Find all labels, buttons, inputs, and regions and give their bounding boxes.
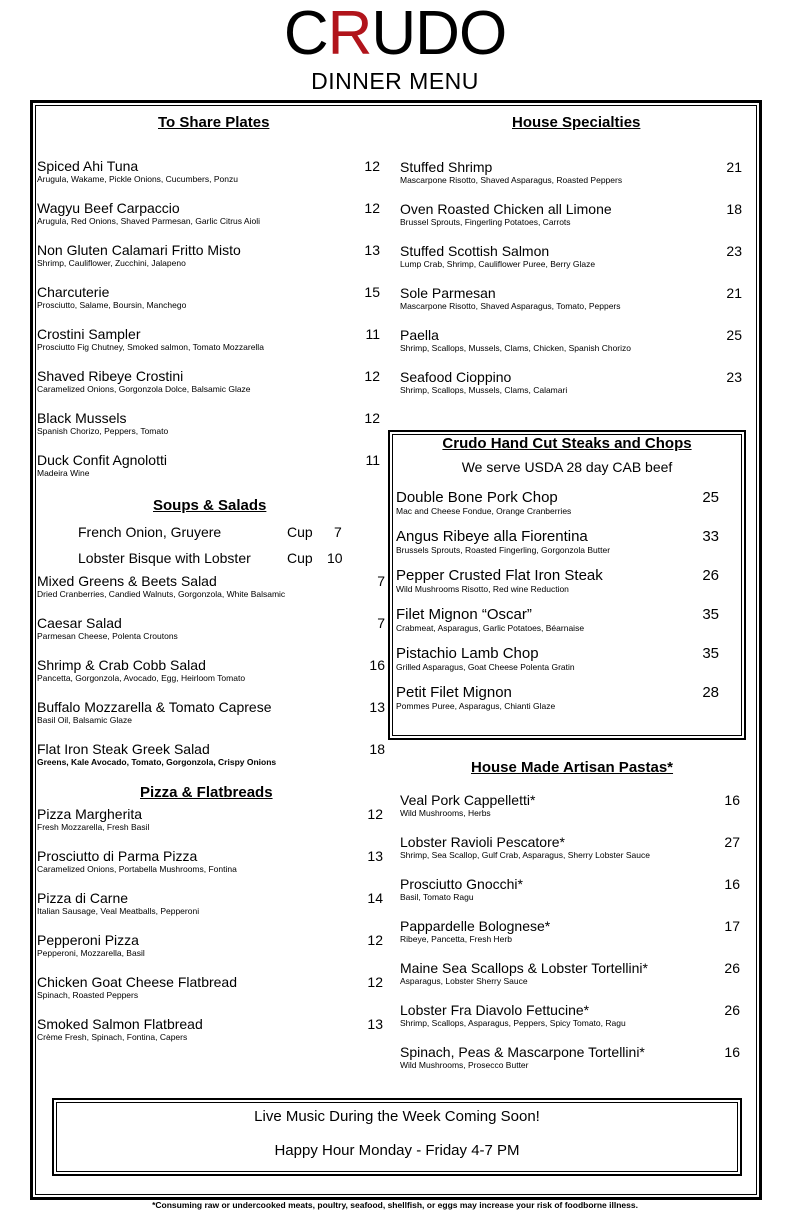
specialty-item bbox=[400, 285, 740, 312]
salad-name: Caesar Salad bbox=[37, 615, 122, 631]
share-plate-description: Prosciutto Fig Chutney, Smoked salmon, Tomato Mozzarella bbox=[37, 342, 264, 352]
pizza-price: 12 bbox=[367, 932, 383, 948]
pasta-price: 26 bbox=[724, 960, 740, 976]
specialty-description: Brussel Sprouts, Fingerling Potatoes, Carrots bbox=[400, 217, 571, 227]
pizza-name: Prosciutto di Parma Pizza bbox=[37, 848, 198, 864]
section-title-pizza-flatbreads: Pizza & Flatbreads bbox=[140, 784, 273, 801]
share-plate-price: 12 bbox=[364, 200, 380, 216]
pasta-description: Wild Mushrooms, Herbs bbox=[400, 808, 491, 818]
share-plate-description: Shrimp, Cauliflower, Zucchini, Jalapeno bbox=[37, 258, 186, 268]
salad-name: Flat Iron Steak Greek Salad bbox=[37, 741, 210, 757]
pizza-item bbox=[37, 932, 383, 959]
specialty-description: Mascarpone Risotto, Shaved Asparagus, Roasted Peppers bbox=[400, 175, 623, 185]
specialty-item bbox=[400, 327, 740, 354]
section-title-soups-salads: Soups & Salads bbox=[153, 497, 267, 514]
salad-item bbox=[37, 741, 385, 768]
pizza-name: Pizza Margherita bbox=[37, 806, 143, 822]
pasta-price: 27 bbox=[724, 834, 740, 850]
share-plate-item bbox=[37, 242, 380, 269]
share-plate-description: Caramelized Onions, Gorgonzola Dolce, Balsamic Glaze bbox=[37, 384, 251, 394]
pizza-name: Chicken Goat Cheese Flatbread bbox=[37, 974, 237, 990]
share-plate-description: Prosciutto, Salame, Boursin, Manchego bbox=[37, 300, 187, 310]
share-plate-item bbox=[37, 200, 380, 227]
pizza-item bbox=[37, 806, 383, 833]
specialty-price: 21 bbox=[726, 159, 742, 175]
salad-price: 7 bbox=[377, 573, 385, 589]
soup-price: 10 bbox=[327, 550, 343, 566]
pasta-name: Maine Sea Scallops & Lobster Tortellini* bbox=[400, 960, 648, 976]
pizza-name: Smoked Salmon Flatbread bbox=[37, 1016, 203, 1032]
specialty-item bbox=[400, 159, 740, 186]
salad-item bbox=[37, 573, 385, 600]
steak-price: 35 bbox=[702, 645, 719, 662]
specialty-price: 18 bbox=[726, 201, 742, 217]
steak-name: Pepper Crusted Flat Iron Steak bbox=[396, 567, 603, 584]
salad-name: Buffalo Mozzarella & Tomato Caprese bbox=[37, 699, 272, 715]
pizza-description: Caramelized Onions, Portabella Mushrooms, Fontina bbox=[37, 864, 237, 874]
steak-item bbox=[396, 646, 736, 673]
steak-description: Brussels Sprouts, Roasted Fingerling, Gorgonzola Butter bbox=[396, 545, 611, 555]
share-plate-name: Shaved Ribeye Crostini bbox=[37, 368, 184, 384]
pizza-description: Pepperoni, Mozzarella, Basil bbox=[37, 948, 145, 958]
pasta-description: Wild Mushrooms, Prosecco Butter bbox=[400, 1060, 529, 1070]
steak-name: Double Bone Pork Chop bbox=[396, 489, 558, 506]
pasta-item bbox=[400, 876, 740, 903]
soup-size: Cup bbox=[287, 524, 313, 540]
pasta-price: 16 bbox=[724, 876, 740, 892]
pasta-price: 16 bbox=[724, 792, 740, 808]
salad-description: Greens, Kale Avocado, Tomato, Gorgonzola, Crispy Onions bbox=[37, 757, 277, 767]
salad-price: 7 bbox=[377, 615, 385, 631]
steak-item bbox=[396, 568, 736, 595]
share-plate-description: Spanish Chorizo, Peppers, Tomato bbox=[37, 426, 169, 436]
specialty-price: 23 bbox=[726, 243, 742, 259]
steak-description: Grilled Asparagus, Goat Cheese Polenta Gratin bbox=[396, 662, 575, 672]
announcement-happy-hour: Happy Hour Monday - Friday 4-7 PM bbox=[274, 1142, 520, 1159]
salad-name: Shrimp & Crab Cobb Salad bbox=[37, 657, 206, 673]
salad-description: Basil Oil, Balsamic Glaze bbox=[37, 715, 132, 725]
share-plate-item bbox=[37, 326, 380, 353]
pasta-name: Prosciutto Gnocchi* bbox=[400, 876, 523, 892]
specialty-name: Oven Roasted Chicken all Limone bbox=[400, 201, 612, 217]
health-footnote: *Consuming raw or undercooked meats, poultry, seafood, shellfish, or eggs may increase your risk of foodborne illness. bbox=[152, 1200, 638, 1210]
steak-description: Mac and Cheese Fondue, Orange Cranberries bbox=[396, 506, 572, 516]
share-plate-price: 11 bbox=[365, 452, 380, 468]
share-plate-name: Charcuterie bbox=[37, 284, 110, 300]
specialty-name: Paella bbox=[400, 327, 439, 343]
steak-item bbox=[396, 607, 736, 634]
steak-item bbox=[396, 490, 736, 517]
pasta-name: Pappardelle Bolognese* bbox=[400, 918, 551, 934]
section-title-steaks: Crudo Hand Cut Steaks and Chops bbox=[442, 435, 692, 452]
pasta-name: Lobster Fra Diavolo Fettucine* bbox=[400, 1002, 590, 1018]
section-title-pastas: House Made Artisan Pastas* bbox=[471, 759, 674, 776]
salad-description: Pancetta, Gorgonzola, Avocado, Egg, Heirloom Tomato bbox=[37, 673, 246, 683]
salad-price: 18 bbox=[369, 741, 385, 757]
pasta-price: 26 bbox=[724, 1002, 740, 1018]
pizza-name: Pepperoni Pizza bbox=[37, 932, 139, 948]
pasta-description: Basil, Tomato Ragu bbox=[400, 892, 474, 902]
steak-name: Petit Filet Mignon bbox=[396, 684, 512, 701]
specialty-item bbox=[400, 369, 740, 396]
pizza-price: 14 bbox=[367, 890, 383, 906]
pizza-item bbox=[37, 1016, 383, 1043]
specialty-description: Mascarpone Risotto, Shaved Asparagus, Tomato, Peppers bbox=[400, 301, 621, 311]
pizza-price: 12 bbox=[367, 974, 383, 990]
share-plate-name: Spiced Ahi Tuna bbox=[37, 158, 139, 174]
steak-price: 26 bbox=[702, 567, 719, 584]
steak-description: Wild Mushrooms Risotto, Red wine Reduction bbox=[396, 584, 569, 594]
pizza-description: Crème Fresh, Spinach, Fontina, Capers bbox=[37, 1032, 188, 1042]
specialty-name: Stuffed Scottish Salmon bbox=[400, 243, 550, 259]
steak-price: 28 bbox=[702, 684, 719, 701]
pizza-name: Pizza di Carne bbox=[37, 890, 129, 906]
pizza-price: 12 bbox=[367, 806, 383, 822]
pasta-description: Ribeye, Pancetta, Fresh Herb bbox=[400, 934, 512, 944]
share-plate-item bbox=[37, 368, 380, 395]
specialty-description: Lump Crab, Shrimp, Cauliflower Puree, Berry Glaze bbox=[400, 259, 596, 269]
share-plate-item bbox=[37, 452, 380, 479]
share-plate-item bbox=[37, 158, 380, 185]
share-plate-name: Duck Confit Agnolotti bbox=[37, 452, 167, 468]
share-plate-name: Wagyu Beef Carpaccio bbox=[37, 200, 180, 216]
pizza-item bbox=[37, 848, 383, 875]
soup-name: French Onion, Gruyere bbox=[78, 524, 222, 540]
share-plate-description: Arugula, Wakame, Pickle Onions, Cucumbers, Ponzu bbox=[37, 174, 238, 184]
salad-name: Mixed Greens & Beets Salad bbox=[37, 573, 217, 589]
specialty-item bbox=[400, 201, 740, 228]
share-plate-price: 12 bbox=[364, 410, 380, 426]
share-plate-description: Arugula, Red Onions, Shaved Parmesan, Garlic Citrus Aioli bbox=[37, 216, 260, 226]
pasta-name: Spinach, Peas & Mascarpone Tortellini* bbox=[400, 1044, 645, 1060]
restaurant-logo: CRUDO bbox=[283, 0, 507, 68]
salad-description: Parmesan Cheese, Polenta Croutons bbox=[37, 631, 178, 641]
specialty-name: Sole Parmesan bbox=[400, 285, 496, 301]
pasta-description: Shrimp, Sea Scallop, Gulf Crab, Asparagus, Sherry Lobster Sauce bbox=[400, 850, 650, 860]
steak-description: Pommes Puree, Asparagus, Chianti Glaze bbox=[396, 701, 556, 711]
specialty-price: 25 bbox=[726, 327, 742, 343]
pasta-price: 17 bbox=[724, 918, 740, 934]
pasta-item bbox=[400, 918, 740, 945]
announcement-live-music: Live Music During the Week Coming Soon! bbox=[254, 1108, 540, 1125]
steak-price: 33 bbox=[702, 528, 719, 545]
specialty-name: Stuffed Shrimp bbox=[400, 159, 493, 175]
section-title-share-plates: To Share Plates bbox=[158, 114, 270, 131]
section-title-house-specialties: House Specialties bbox=[512, 114, 641, 131]
share-plate-price: 12 bbox=[364, 368, 380, 384]
pizza-item bbox=[37, 890, 383, 917]
pizza-price: 13 bbox=[367, 848, 383, 864]
share-plate-description: Madeira Wine bbox=[37, 468, 90, 478]
pasta-item bbox=[400, 960, 740, 987]
share-plate-price: 15 bbox=[364, 284, 380, 300]
pizza-description: Italian Sausage, Veal Meatballs, Pepperoni bbox=[37, 906, 200, 916]
specialty-description: Shrimp, Scallops, Mussels, Clams, Calamari bbox=[400, 385, 568, 395]
pizza-price: 13 bbox=[367, 1016, 383, 1032]
specialty-price: 21 bbox=[726, 285, 742, 301]
steak-name: Pistachio Lamb Chop bbox=[396, 645, 539, 662]
steak-price: 25 bbox=[702, 489, 719, 506]
share-plate-price: 11 bbox=[365, 326, 380, 342]
soup-price: 7 bbox=[334, 524, 342, 540]
share-plate-item bbox=[37, 410, 380, 437]
share-plate-item bbox=[37, 284, 380, 311]
salad-item bbox=[37, 657, 385, 684]
pasta-name: Veal Pork Cappelletti* bbox=[400, 792, 536, 808]
salad-description: Dried Cranberries, Candied Walnuts, Gorgonzola, White Balsamic bbox=[37, 589, 286, 599]
pizza-description: Fresh Mozzarella, Fresh Basil bbox=[37, 822, 150, 832]
steak-item bbox=[396, 529, 736, 556]
share-plate-name: Non Gluten Calamari Fritto Misto bbox=[37, 242, 241, 258]
salad-item bbox=[37, 615, 385, 642]
salad-price: 13 bbox=[369, 699, 385, 715]
steak-name: Angus Ribeye alla Fiorentina bbox=[396, 528, 588, 545]
specialty-item bbox=[400, 243, 740, 270]
pasta-description: Asparagus, Lobster Sherry Sauce bbox=[400, 976, 528, 986]
menu-subtitle: DINNER MENU bbox=[311, 68, 479, 94]
salad-item bbox=[37, 699, 385, 726]
pasta-item bbox=[400, 792, 740, 819]
specialty-name: Seafood Cioppino bbox=[400, 369, 512, 385]
pizza-description: Spinach, Roasted Peppers bbox=[37, 990, 139, 1000]
pasta-item bbox=[400, 1002, 740, 1029]
share-plate-price: 13 bbox=[364, 242, 380, 258]
specialty-description: Shrimp, Scallops, Mussels, Clams, Chicken, Spanish Chorizo bbox=[400, 343, 632, 353]
steak-description: Crabmeat, Asparagus, Garlic Potatoes, Béarnaise bbox=[396, 623, 585, 633]
share-plate-name: Crostini Sampler bbox=[37, 326, 141, 342]
soup-name: Lobster Bisque with Lobster bbox=[78, 550, 251, 566]
steak-price: 35 bbox=[702, 606, 719, 623]
pasta-description: Shrimp, Scallops, Asparagus, Peppers, Spicy Tomato, Ragu bbox=[400, 1018, 626, 1028]
salad-price: 16 bbox=[369, 657, 385, 673]
pasta-item bbox=[400, 834, 740, 861]
pasta-price: 16 bbox=[724, 1044, 740, 1060]
share-plate-price: 12 bbox=[364, 158, 380, 174]
steaks-subtitle: We serve USDA 28 day CAB beef bbox=[461, 459, 673, 475]
steak-name: Filet Mignon “Oscar” bbox=[396, 606, 532, 623]
soup-size: Cup bbox=[287, 550, 313, 566]
steak-item bbox=[396, 685, 736, 712]
pasta-item bbox=[400, 1044, 740, 1071]
share-plate-name: Black Mussels bbox=[37, 410, 127, 426]
pizza-item bbox=[37, 974, 383, 1001]
specialty-price: 23 bbox=[726, 369, 742, 385]
pasta-name: Lobster Ravioli Pescatore* bbox=[400, 834, 565, 850]
